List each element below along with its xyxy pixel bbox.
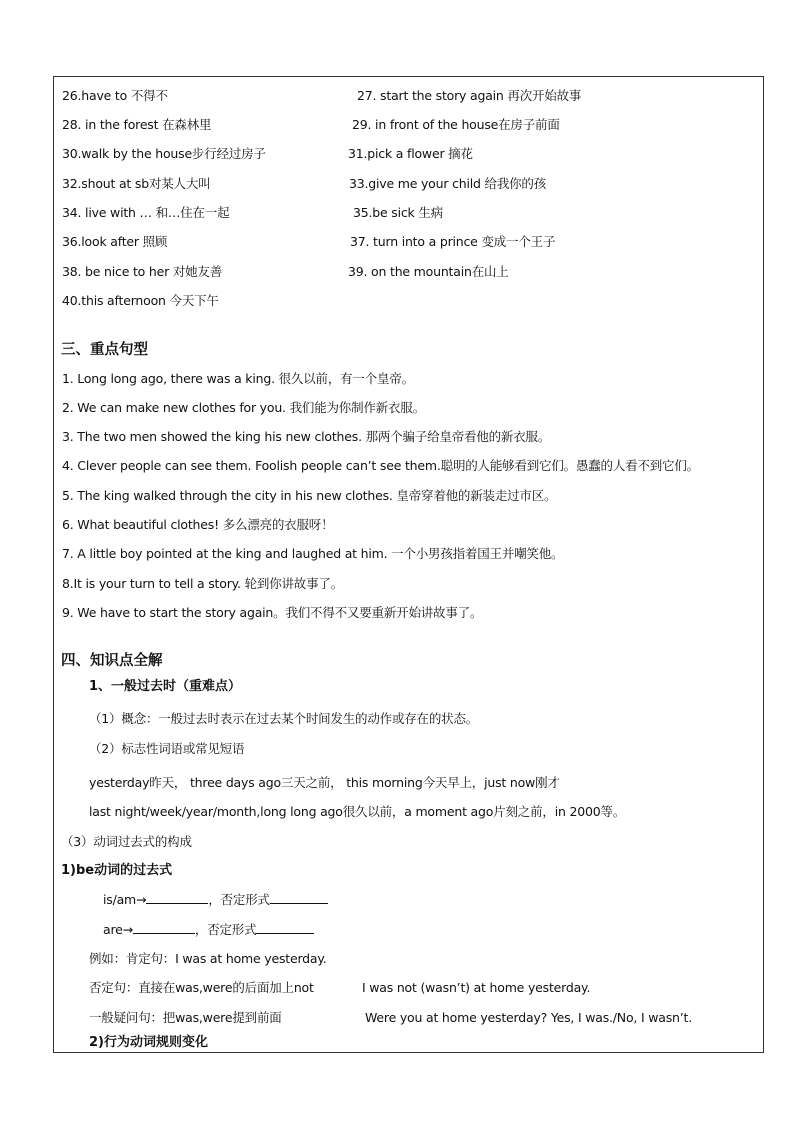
section4-heading: 四、知识点全解 [61,653,163,669]
phrase-34: 34. live with … 和…住在一起 [62,205,230,220]
phrase-30: 30.walk by the house步行经过房子 [62,146,266,161]
sentence-6: 6. What beautiful clothes! 多么漂亮的衣服呀！ [62,517,334,532]
regular-verbs-title: 2)行为动词规则变化 [89,1035,208,1050]
question-rule: 一般疑问句：把was,were提到前面 [89,1010,282,1025]
phrase-36: 36.look after 照顾 [62,234,168,249]
isam-neg-blank[interactable] [270,892,328,904]
formation-title: （3）动词过去式的构成 [61,834,192,849]
phrase-33: 33.give me your child 给我你的孩 [349,176,547,191]
phrase-35: 35.be sick 生病 [353,205,443,220]
phrase-37: 37. turn into a prince 变成一个王子 [350,234,556,249]
sentence-5: 5. The king walked through the city in his new clothes. 皇帝穿着他的新装走过市区。 [62,488,557,503]
phrase-38: 38. be nice to her 对她友善 [62,264,223,279]
isam-blank[interactable] [146,892,208,904]
past-tense-title: 1、一般过去时（重难点） [89,679,242,694]
are-label: are→ [103,922,133,937]
phrase-31: 31.pick a flower 摘花 [348,146,473,161]
negative-rule: 否定句：直接在was,were的后面加上not [89,980,314,995]
markers-line-1: yesterday昨天， three days ago三天之前， this morning今天早上，just now刚才 [89,775,560,790]
concept-text: （1）概念：一般过去时表示在过去某个时间发生的动作或存在的状态。 [89,711,479,726]
phrase-27: 27. start the story again 再次开始故事 [357,88,582,103]
sentence-9: 9. We have to start the story again。我们不得不又要重新开始讲故事了。 [62,605,483,620]
isam-label: is/am→ [103,892,147,907]
phrase-28: 28. in the forest 在森林里 [62,117,212,132]
be-verb-title: 1)be动词的过去式 [61,863,173,878]
isam-neg-label: ，否定形式 [208,892,270,907]
phrase-29: 29. in front of the house在房子前面 [352,117,560,132]
phrase-26: 26.have to 不得不 [62,88,168,103]
phrase-39: 39. on the mountain在山上 [348,264,509,279]
example-affirmative: 例如：肯定句：I was at home yesterday. [89,951,327,966]
are-blank[interactable] [133,922,195,934]
markers-title: （2）标志性词语或常见短语 [89,741,245,756]
sentence-4: 4. Clever people can see them. Foolish people can’t see them.聪明的人能够看到它们。愚蠢的人看不到它们。 [62,458,699,473]
isam-row [103,892,328,908]
are-neg-blank[interactable] [256,922,314,934]
phrase-32: 32.shout at sb对某人大叫 [62,176,211,191]
are-row [103,922,314,938]
sentence-3: 3. The two men showed the king his new clothes. 那两个骗子给皇帝看他的新衣服。 [62,429,551,444]
sentence-7: 7. A little boy pointed at the king and laughed at him. 一个小男孩指着国王并嘲笑他。 [62,546,564,561]
markers-line-2: last night/week/year/month,long long ago很久以前，a moment ago片刻之前，in 2000等。 [89,804,626,819]
sentence-2: 2. We can make new clothes for you. 我们能为你制作新衣服。 [62,400,425,415]
sentence-8: 8.It is your turn to tell a story. 轮到你讲故事了。 [62,576,343,591]
question-example: Were you at home yesterday? Yes, I was./No, I wasn’t. [365,1010,692,1025]
sentence-1: 1. Long long ago, there was a king. 很久以前，有一个皇帝。 [62,371,414,386]
negative-example: I was not (wasn’t) at home yesterday. [362,980,591,995]
section3-heading: 三、重点句型 [61,342,148,358]
are-neg-label: ，否定形式 [194,922,257,937]
phrase-40: 40.this afternoon 今天下午 [62,293,219,308]
